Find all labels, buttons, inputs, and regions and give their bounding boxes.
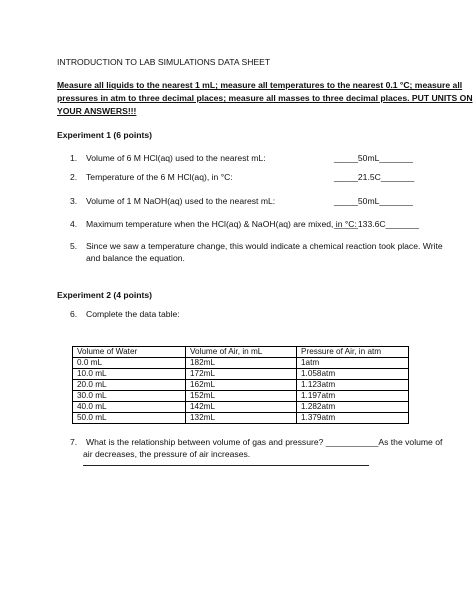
- experiment-1-heading: Experiment 1 (6 points): [57, 130, 153, 140]
- question-6-number: 6.: [70, 309, 78, 319]
- question-5-number: 5.: [70, 241, 78, 251]
- answer-underline: [83, 465, 369, 466]
- table-header-cell: Volume of Air, in mL: [186, 347, 297, 358]
- question-3-number: 3.: [70, 196, 78, 206]
- data-table: [72, 346, 409, 424]
- question-4-answer[interactable]: _____133.6C_______: [334, 219, 420, 229]
- question-7-line-1: What is the relationship between volume of gas and pressure? ___________As the volume of: [86, 437, 443, 447]
- instructions-line-3: YOUR ANSWERS!!!: [57, 106, 137, 116]
- table-cell: 10.0 mL: [73, 369, 186, 380]
- question-2-number: 2.: [70, 172, 78, 182]
- table-row: [73, 402, 409, 413]
- question-1-answer[interactable]: _____50mL_______: [334, 153, 413, 163]
- table-cell[interactable]: 152mL: [186, 391, 297, 402]
- table-row: [73, 413, 409, 424]
- question-7-line-2: air decreases, the pressure of air increases.: [83, 449, 251, 459]
- table-cell: 30.0 mL: [73, 391, 186, 402]
- question-2-answer[interactable]: _____21.5C_______: [334, 172, 415, 182]
- table-header-cell: Volume of Water: [73, 347, 186, 358]
- question-3-text: Volume of 1 M NaOH(aq) used to the nearest mL:: [86, 196, 276, 206]
- table-cell[interactable]: 1atm: [297, 358, 409, 369]
- table-cell: 20.0 mL: [73, 380, 186, 391]
- question-5-line-2: and balance the equation.: [86, 253, 185, 263]
- table-cell[interactable]: 182mL: [186, 358, 297, 369]
- table-cell[interactable]: 1.197atm: [297, 391, 409, 402]
- table-cell[interactable]: 162mL: [186, 380, 297, 391]
- table-cell[interactable]: 132mL: [186, 413, 297, 424]
- question-4-text: Maximum temperature when the HCl(aq) & NaOH(aq) are mixed, in °C:: [86, 219, 357, 229]
- table-row: [73, 380, 409, 391]
- instructions-line-2: pressures in atm to three decimal places; measure all masses to three decimal places. PUT UNITS ON: [57, 93, 473, 103]
- question-2-text: Temperature of the 6 M HCl(aq), in °C:: [86, 172, 233, 182]
- question-3-answer[interactable]: _____50mL_______: [334, 196, 413, 206]
- table-cell[interactable]: 1.282atm: [297, 402, 409, 413]
- table-header-row: [73, 347, 409, 358]
- page-title: INTRODUCTION TO LAB SIMULATIONS DATA SHEET: [57, 57, 271, 67]
- table-cell[interactable]: 142mL: [186, 402, 297, 413]
- table-cell[interactable]: 1.058atm: [297, 369, 409, 380]
- question-4-number: 4.: [70, 219, 78, 229]
- table-cell[interactable]: 1.379atm: [297, 413, 409, 424]
- table-header-cell: Pressure of Air, in atm: [297, 347, 409, 358]
- table-cell: 0.0 mL: [73, 358, 186, 369]
- table-row: [73, 358, 409, 369]
- table-row: [73, 369, 409, 380]
- question-1-text: Volume of 6 M HCl(aq) used to the nearest mL:: [86, 153, 266, 163]
- table-cell: 40.0 mL: [73, 402, 186, 413]
- table-cell[interactable]: 1.123atm: [297, 380, 409, 391]
- table-row: [73, 391, 409, 402]
- question-7-number: 7.: [70, 437, 78, 447]
- table-cell: 50.0 mL: [73, 413, 186, 424]
- question-1-number: 1.: [70, 153, 78, 163]
- table-cell[interactable]: 172mL: [186, 369, 297, 380]
- experiment-2-heading: Experiment 2 (4 points): [57, 290, 153, 300]
- question-5-line-1: Since we saw a temperature change, this would indicate a chemical reaction took place. Write: [86, 241, 443, 251]
- question-6-text: Complete the data table:: [86, 309, 180, 319]
- instructions-line-1: Measure all liquids to the nearest 1 mL; measure all temperatures to the nearest 0.1 °C; measure all: [57, 80, 463, 90]
